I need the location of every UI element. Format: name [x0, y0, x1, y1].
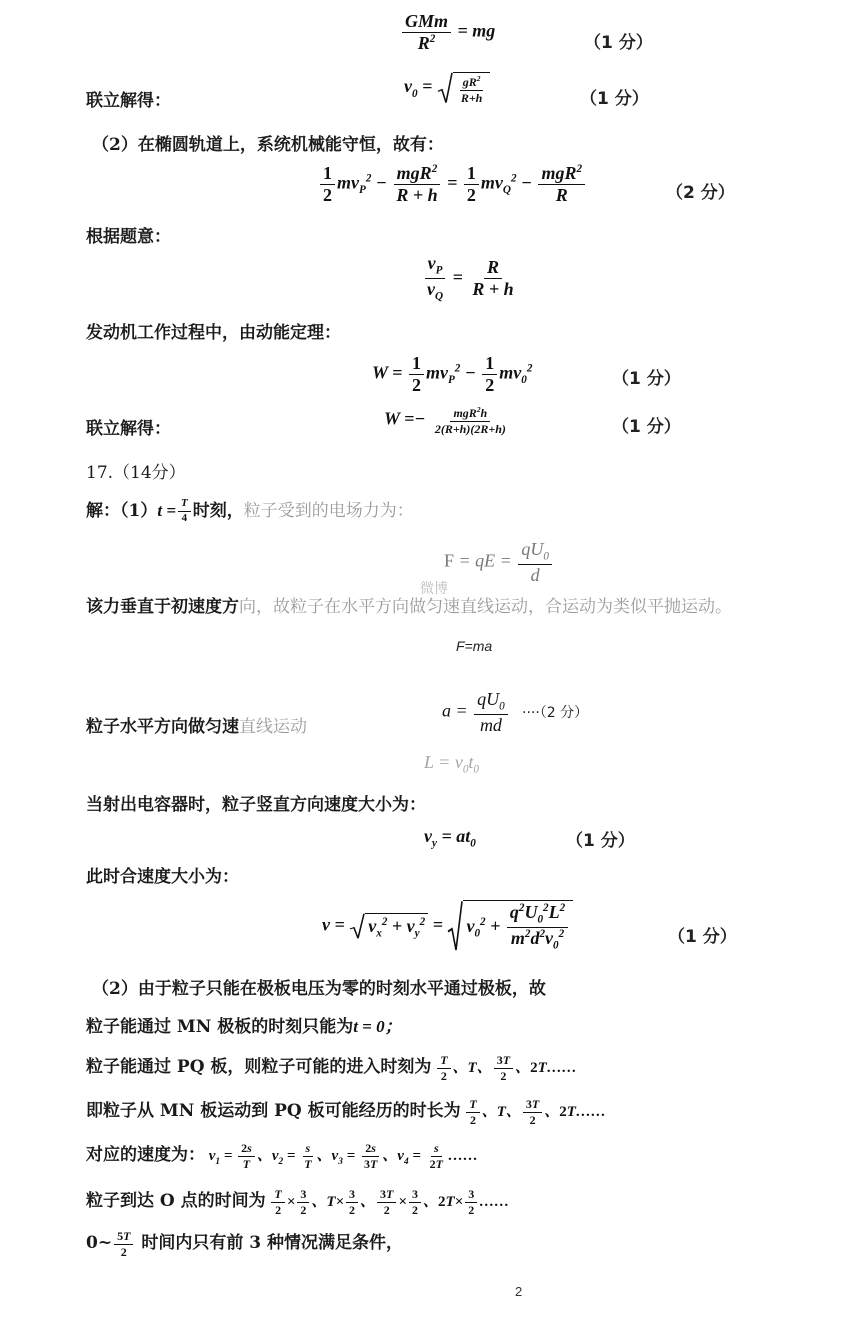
- text-speeds: 对应的速度为： $v_1$ = $\frac{2s}{T}$ 、$v_2$ = $\frac{s}{T}$ 、$v_3$ = $\frac{2s}{3T}$ 、$v_4$ = $\frac{s}{2T}$ ……: [86, 1141, 479, 1172]
- force-dir-faint: 向，故粒子在水平方向做匀速直线运动，合运动为类似平抛运动。: [239, 597, 732, 617]
- equation-v0: $v_0$ = $\frac{gR^2}{R+h}$: [404, 72, 490, 104]
- score-5: （1 分）: [612, 417, 681, 437]
- page-number: 2: [515, 1284, 523, 1299]
- text-mn-plate: [86, 1012, 402, 1037]
- horiz-faint: 直线运动: [239, 717, 307, 737]
- horiz-dark: 粒子水平方向做匀速: [86, 717, 239, 737]
- arrive-text: 粒子到达 O 点的时间为: [86, 1191, 266, 1211]
- text-conclusion: 0~ $\frac{5T}{2}$ 时间内只有前 3 种情况满足条件，: [86, 1229, 404, 1260]
- equation-length: $L = v_0t_0$: [424, 752, 479, 776]
- dur-text: 即粒子从 MN 板运动到 PQ 板可能经历的时长为: [86, 1101, 461, 1121]
- equation-acceleration: a = $\frac{qU_0}{md}$: [442, 690, 510, 735]
- text-force-direction: [86, 592, 732, 617]
- solution-faint: 粒子受到的电场力为：: [243, 501, 414, 521]
- equation-vy: $v_y = at_0$: [424, 826, 476, 850]
- speed-text: 对应的速度为：: [86, 1145, 205, 1165]
- text-durations: 即粒子从 MN 板运动到 PQ 板可能经历的时长为 $\frac{T}{2}$ 、T、 $\frac{3T}{2}$ 、2T……: [86, 1097, 606, 1128]
- equation-energy-conservation: $\frac{1}{2}$ $mv_P^2$ − $\frac{mgR^2}{R + h}$ = $\frac{1}{2}$ $mv_Q^2$ − $\frac{mgR^2}{R}$: [318, 164, 587, 205]
- solution-prefix: 解：（1）: [86, 501, 158, 521]
- text-solve-2: 联立解得：: [86, 419, 171, 439]
- pq-text: 粒子能通过 PQ 板，则粒子可能的进入时刻为: [86, 1057, 432, 1077]
- force-dir-dark: 该力垂直于初速度方: [86, 597, 239, 617]
- text-combined-speed: 此时合速度大小为：: [86, 867, 239, 887]
- text-solve-1: 联立解得：: [86, 91, 171, 111]
- equation-electric-force: F = qE = $\frac{qU_0}{d}$: [444, 540, 554, 585]
- equation-combined-velocity: v = $v_x^2 + v_y^2$ = $v_0^2$ + $\frac{q^2U_0^2L^2}{m^2d^2v_0^2}$: [322, 900, 573, 953]
- text-part2-ellipse: （2）在椭圆轨道上，系统机械能守恒，故有：: [92, 135, 444, 155]
- mn-eq: t = 0；: [353, 1017, 402, 1036]
- text-part2-zero-voltage: （2）由于粒子只能在极板电压为零的时刻水平通过极板，故: [92, 979, 546, 999]
- question-17-header: 17.（14分）: [86, 463, 186, 483]
- score-7: （1 分）: [566, 831, 635, 851]
- text-pq-plate: 粒子能通过 PQ 板，则粒子可能的进入时刻为 $\frac{T}{2}$ 、T、 $\frac{3T}{2}$ 、2T……: [86, 1053, 577, 1084]
- text-by-problem: 根据题意：: [86, 227, 171, 247]
- score-2: （1 分）: [580, 89, 649, 109]
- equation-work-result: W =− $\frac{mgR^2h}{2(R+h)(2R+h)}$: [384, 405, 506, 436]
- text-horizontal-motion: [86, 712, 307, 737]
- text-exit-capacitor: 当射出电容器时，粒子竖直方向速度大小为：: [86, 795, 426, 815]
- last-text: 时间内只有前 3 种情况满足条件，: [141, 1233, 404, 1253]
- equation-velocity-ratio: $\frac{v_P}{v_Q}$ = $\frac{R}{R + h}$: [422, 254, 519, 304]
- score-8: （1 分）: [668, 927, 737, 947]
- equation-gravity: $\frac{\text{GMm}}{R^2}$ = mg: [400, 12, 495, 53]
- watermark-weibo: 微博: [420, 581, 448, 597]
- text-solution-part1: 解：（1）t = $\frac{T}{4}$ 时刻，粒子受到的电场力为：: [86, 497, 414, 524]
- equation-newton-second: F=ma: [456, 638, 493, 654]
- solution-moment: 时刻，: [192, 501, 244, 521]
- score-6: ····（2 分）: [522, 705, 589, 721]
- score-1: （1 分）: [584, 33, 653, 53]
- score-3: （2 分）: [666, 183, 735, 203]
- last-prefix: 0~: [86, 1233, 113, 1253]
- equation-work: W = $\frac{1}{2}$ $mv_P^2$ − $\frac{1}{2}$ $mv_0^2$: [372, 353, 533, 395]
- score-4: （1 分）: [612, 369, 681, 389]
- mn-text: 粒子能通过 MN 极板的时刻只能为: [86, 1017, 354, 1037]
- text-engine-work: 发动机工作过程中，由动能定理：: [86, 323, 341, 343]
- text-arrival-times: 粒子到达 O 点的时间为 $\frac{T}{2}$ × $\frac{3}{2}$ 、T× $\frac{3}{2}$ 、 $\frac{3T}{2}$ × $\frac{3}{2}$ 、2T× $\frac{3}{2}$ ……: [86, 1187, 510, 1218]
